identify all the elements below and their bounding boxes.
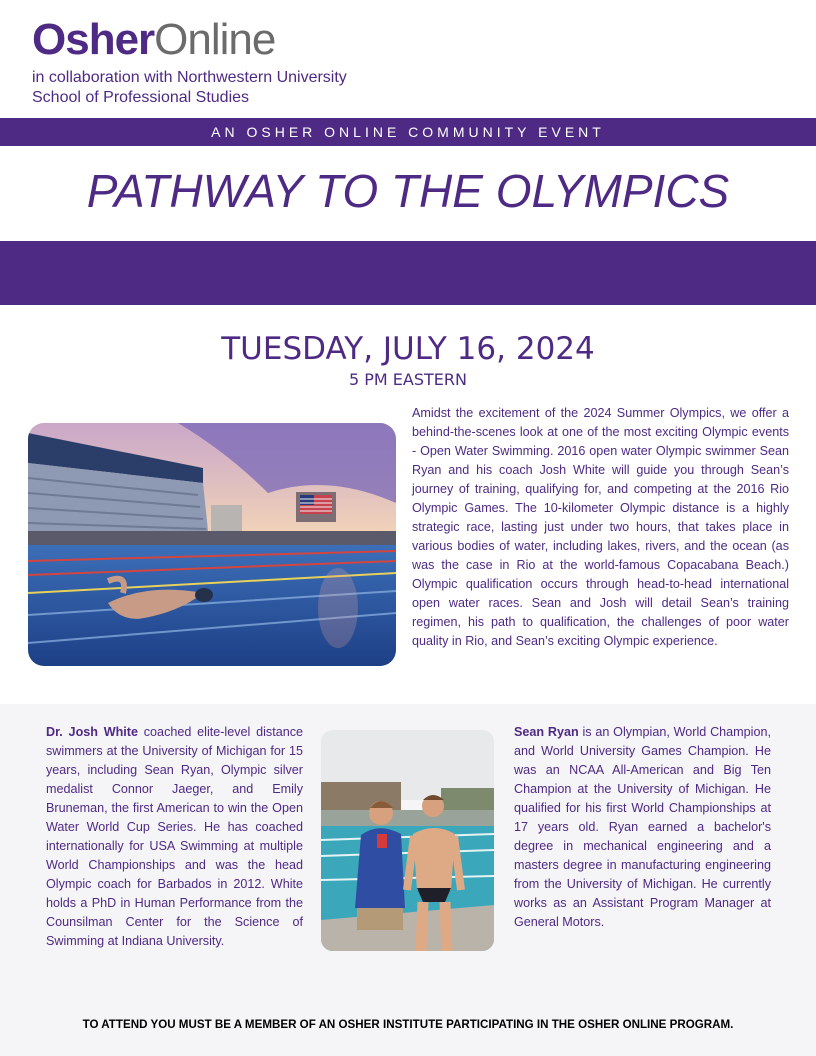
event-date: TUESDAY, JULY 16, 2024 (221, 331, 595, 367)
event-title: PATHWAY TO THE OLYMPICS (86, 165, 730, 217)
coach-and-swimmer-photo (321, 730, 494, 951)
logo-osher-text: Osher (32, 15, 155, 64)
josh-white-bio (46, 723, 303, 951)
community-event-banner: AN OSHER ONLINE COMMUNITY EVENT (0, 118, 816, 146)
sean-ryan-bio-text: is an Olympian, World Champion, and World University Games Champion. He was an NCAA All-American and Big Ten Champion at the University of Michigan. He qualified for his first World Championships at 17 years old. Ryan earned a bachelor's degree in mechanical engineering and a masters degree in manufacturing engineering from the University of Michigan. He currently works as an Assistant Program Manager at General Motors. (514, 725, 771, 929)
sean-ryan-bio (514, 723, 771, 932)
josh-white-bio-text: coached elite-level distance swimmers at the University of Michigan for 15 years, including Sean Ryan, Olympic silver medalist Connor Jaeger, and Emily Bruneman, the first American to win the Open Water World Cup Series. He has coached internationally for USA Swimming at multiple World Championships and was the head Olympic coach for Barbados in 2012. White holds a PhD in Human Performance from the Counsilman Center for the Science of Swimming at Indiana University. (46, 725, 304, 948)
pool-photo-illustration (28, 423, 396, 666)
osher-online-logo (32, 15, 347, 108)
logo-online-text: Online (154, 15, 276, 64)
swimming-pool-photo (28, 423, 396, 666)
logo-subtitle-line2: School of Professional Studies (32, 89, 250, 106)
purple-divider-band (0, 241, 816, 305)
logo-subtitle-line1: in collaboration with Northwestern University (32, 69, 347, 86)
logo-wordmark (32, 15, 347, 64)
membership-requirement-note: TO ATTEND YOU MUST BE A MEMBER OF AN OSHER INSTITUTE PARTICIPATING IN THE OSHER ONLINE PROGRAM. (82, 1018, 734, 1031)
logo-subtitle (32, 68, 347, 108)
josh-white-name: Dr. Josh White (46, 725, 138, 739)
coach-and-swimmer-illustration (321, 730, 494, 951)
sean-ryan-name: Sean Ryan (514, 725, 579, 739)
event-time: 5 PM EASTERN (349, 370, 467, 389)
event-description: Amidst the excitement of the 2024 Summer Olympics, we offer a behind-the-scenes look at one of the most exciting Olympic events - Open Water Swimming. 2016 open water Olympic swimmer Sean Ryan and his coach Josh White will guide you through Sean’s journey of training, qualifying for, and competing at the 2016 Rio Olympic Games. The 10-kilometer Olympic distance is a highly strategic race, lasting just under two hours, that takes place in various bodies of water, including lakes, rivers, and the ocean (as was the case in Rio at the world-famous Copacabana Beach.) Olympic qualification occurs through head-to-head international open water races. Sean and Josh will detail Sean’s training regimen, his path to qualification, the challenges of poor water quality in Rio, and Sean’s exciting Olympic experience. (412, 406, 789, 648)
